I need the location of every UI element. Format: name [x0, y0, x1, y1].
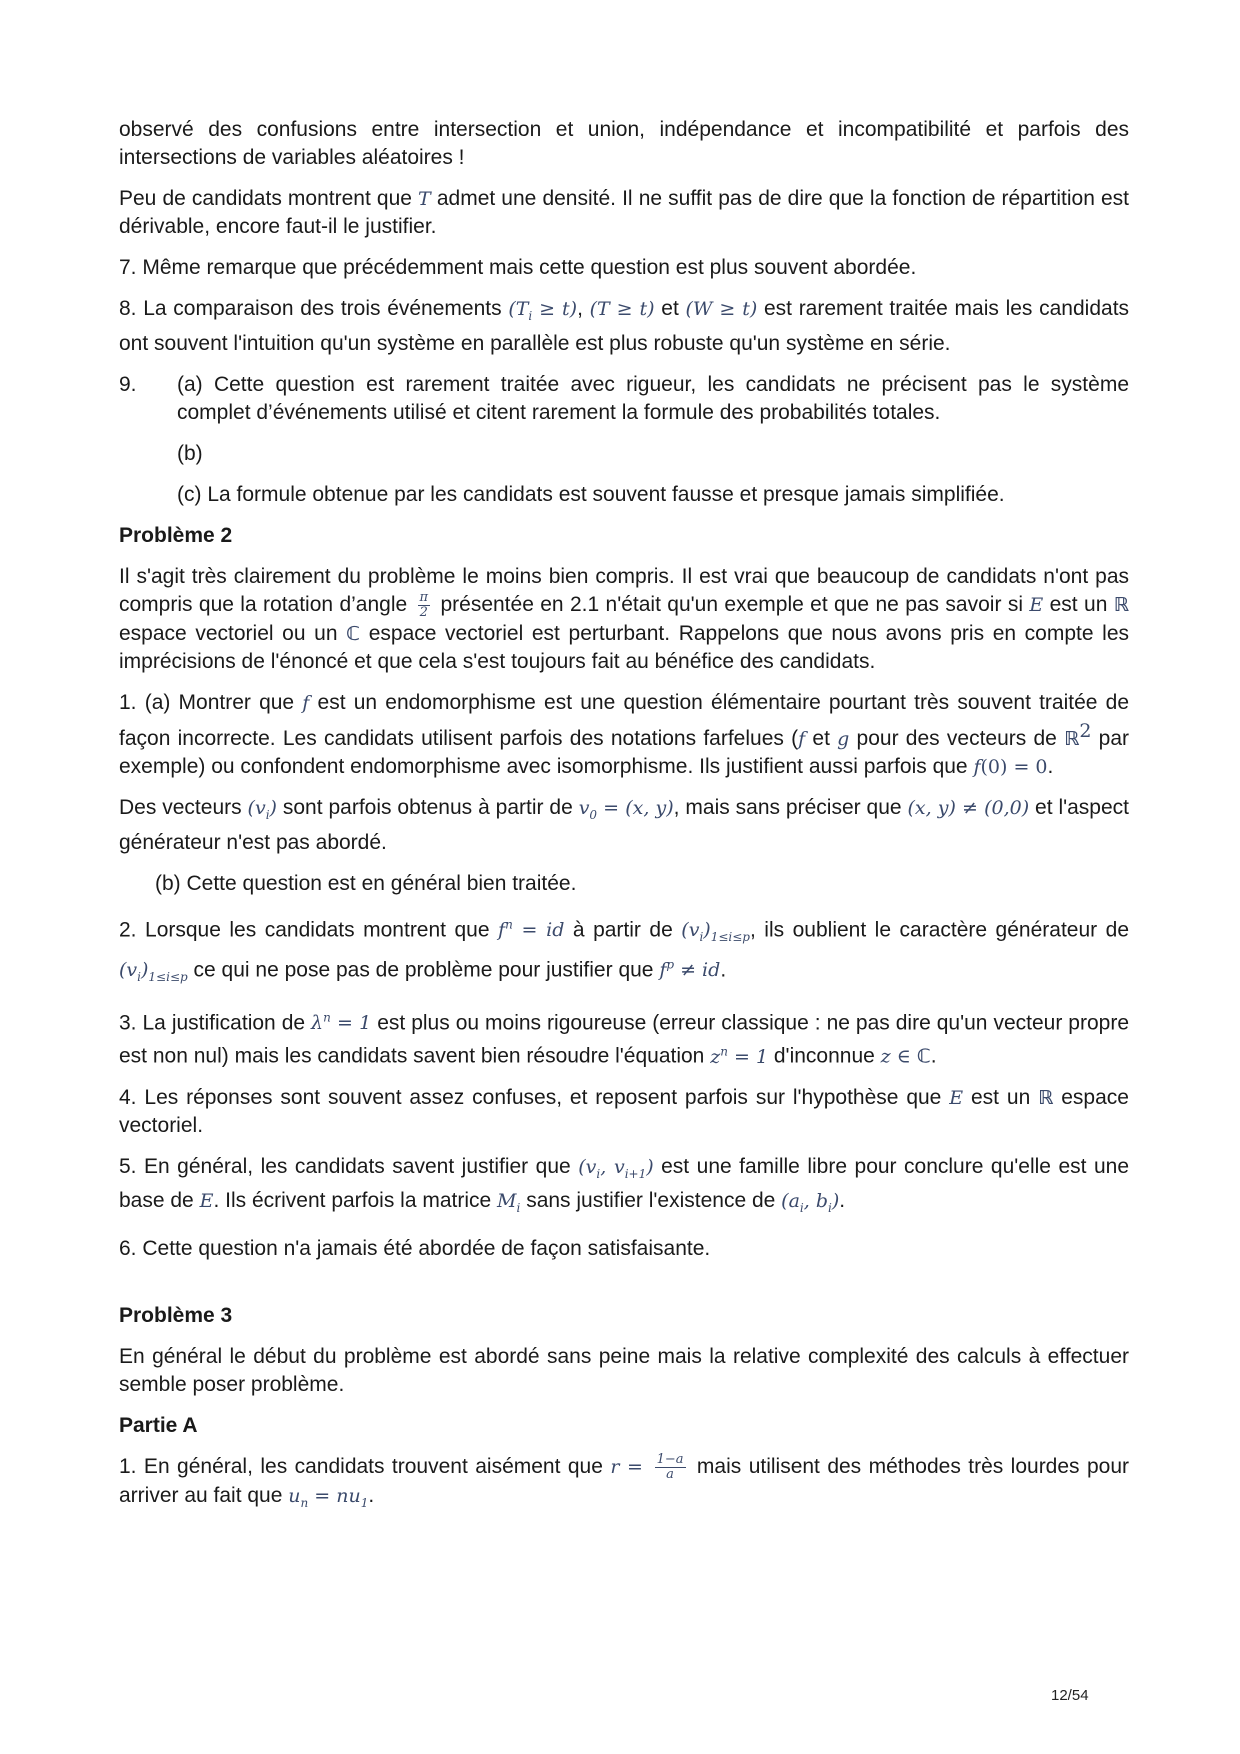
spacer — [119, 1276, 1129, 1302]
partie-a-q1: 1. En général, les candidats trouvent aisément que r = $\frac{1-a}{a}$ mais utilisent des méthodes très lourdes pour arriver au fait que $u_n = nu_1$. — [119, 1452, 1129, 1510]
probleme-2-q1a: 1. (a) Montrer que f est un endomorphisme est une question élémentaire pourtant très souvent traitée de façon incorrecte. Les candidats utilisent parfois des notations farfelues (f et g pour des vecteurs de ℝ$^2$ par exemple) ou confondent endomorphisme avec isomorphisme. Ils justifient aussi parfois que f(0) = 0. — [119, 690, 1130, 778]
page-content — [119, 116, 1129, 1530]
probleme-3-intro: En général le début du problème est abordé sans peine mais la relative complexité des calculs à effectuer semble poser problème. — [119, 1345, 1129, 1397]
heading-probleme-2: Problème 2 — [119, 523, 233, 547]
paragraph-intro-2: Peu de candidats montrent que T admet une densité. Il ne suffit pas de dire que la fonction de répartition est dérivable, encore faut-il le justifier. — [119, 187, 1129, 238]
item-8: 8. La comparaison des trois événements $(T_i \ge t)$, (T ≥ t) et (W ≥ t) est rarement traitée mais les candidats ont souvent l'intuition qu'un système en parallèle est plus robuste qu'un système en série. — [119, 297, 1130, 355]
probleme-2-intro: Il s'agit très clairement du problème le moins bien compris. Il est vrai que beaucoup de candidats n'ont pas compris que la rotation d’angle $\frac{\pi}{2}$ présentée en 2.1 n'était qu'un exemple et que ne pas savoir si E est un ℝ espace vectoriel ou un ℂ espace vectoriel est perturbant. Rappelons que nous avons pris en compte les imprécisions de l'énoncé et que cela s'est toujours fait au bénéfice des candidats. — [119, 564, 1130, 673]
fraction-1-minus-a-over-a: $\frac{1-a}{a}$ — [656, 1452, 684, 1483]
probleme-2-q5: 5. En général, les candidats savent justifier que ($v_i$, $v_{i+1}$) est une famille libre pour conclure qu'elle est une base de E. Ils écrivent parfois la matrice $M_i$ sans justifier l'existence de ($a_i$, $b_i$). — [119, 1154, 1129, 1216]
probleme-2-q2: 2. Lorsque les candidats montrent que $f^n$ = id à partir de $(v_i)_{1\le i\le p}$, ils oublient le caractère générateur de $(v_i)_{1\le i\le p}$ ce qui ne pose pas de problème pour justifier que $f^p$ ≠ id. — [119, 917, 1129, 984]
probleme-2-q6: 6. Cette question n'a jamais été abordée de façon satisfaisante. — [119, 1237, 711, 1261]
probleme-2-q1a-vectors: Des vecteurs $(v_i)$ sont parfois obtenus à partir de $v_0 = (x$, y), mais sans préciser que (x, y) ≠ (0,0) et l'aspect générateur n'est pas abordé. — [119, 795, 1129, 854]
item-9c: (c) La formule obtenue par les candidats est souvent fausse et presque jamais simplifiée. — [177, 482, 1005, 506]
item-7: 7. Même remarque que précédemment mais cette question est plus souvent abordée. — [119, 256, 917, 279]
paragraph-intro-1: observé des confusions entre intersection et union, indépendance et incompatibilité et parfois des intersections de variables aléatoires ! — [119, 118, 1129, 169]
fraction-pi-over-2: $\frac{\pi}{2}$ — [419, 589, 429, 620]
probleme-2-q4: 4. Les réponses sont souvent assez confuses, et reposent parfois sur l'hypothèse que E est un ℝ espace vectoriel. — [119, 1085, 1129, 1137]
item-9b: (b) — [177, 441, 203, 465]
page-number: 12/54 — [1051, 1687, 1089, 1704]
probleme-2-q3: 3. La justification de $\lambda^n = 1$ est plus ou moins rigoureuse (erreur classique : ne pas dire qu'un vecteur propre est non nul) mais les candidats savent bien résoudre l'équation $z^n = 1$ d'inconnue z ∈ ℂ. — [119, 1010, 1130, 1068]
heading-partie-a: Partie A — [119, 1414, 198, 1438]
probleme-2-q1b: (b) Cette question est en général bien traitée. — [155, 871, 577, 895]
heading-probleme-3: Problème 3 — [119, 1304, 233, 1328]
item-9-number: 9. — [119, 372, 137, 396]
item-9a: (a) Cette question est rarement traitée avec rigueur, les candidats ne précisent pas le système complet d’événements utilisé et citent rarement la formule des probabilités totales. — [177, 372, 1129, 424]
item-9 — [119, 371, 1129, 427]
